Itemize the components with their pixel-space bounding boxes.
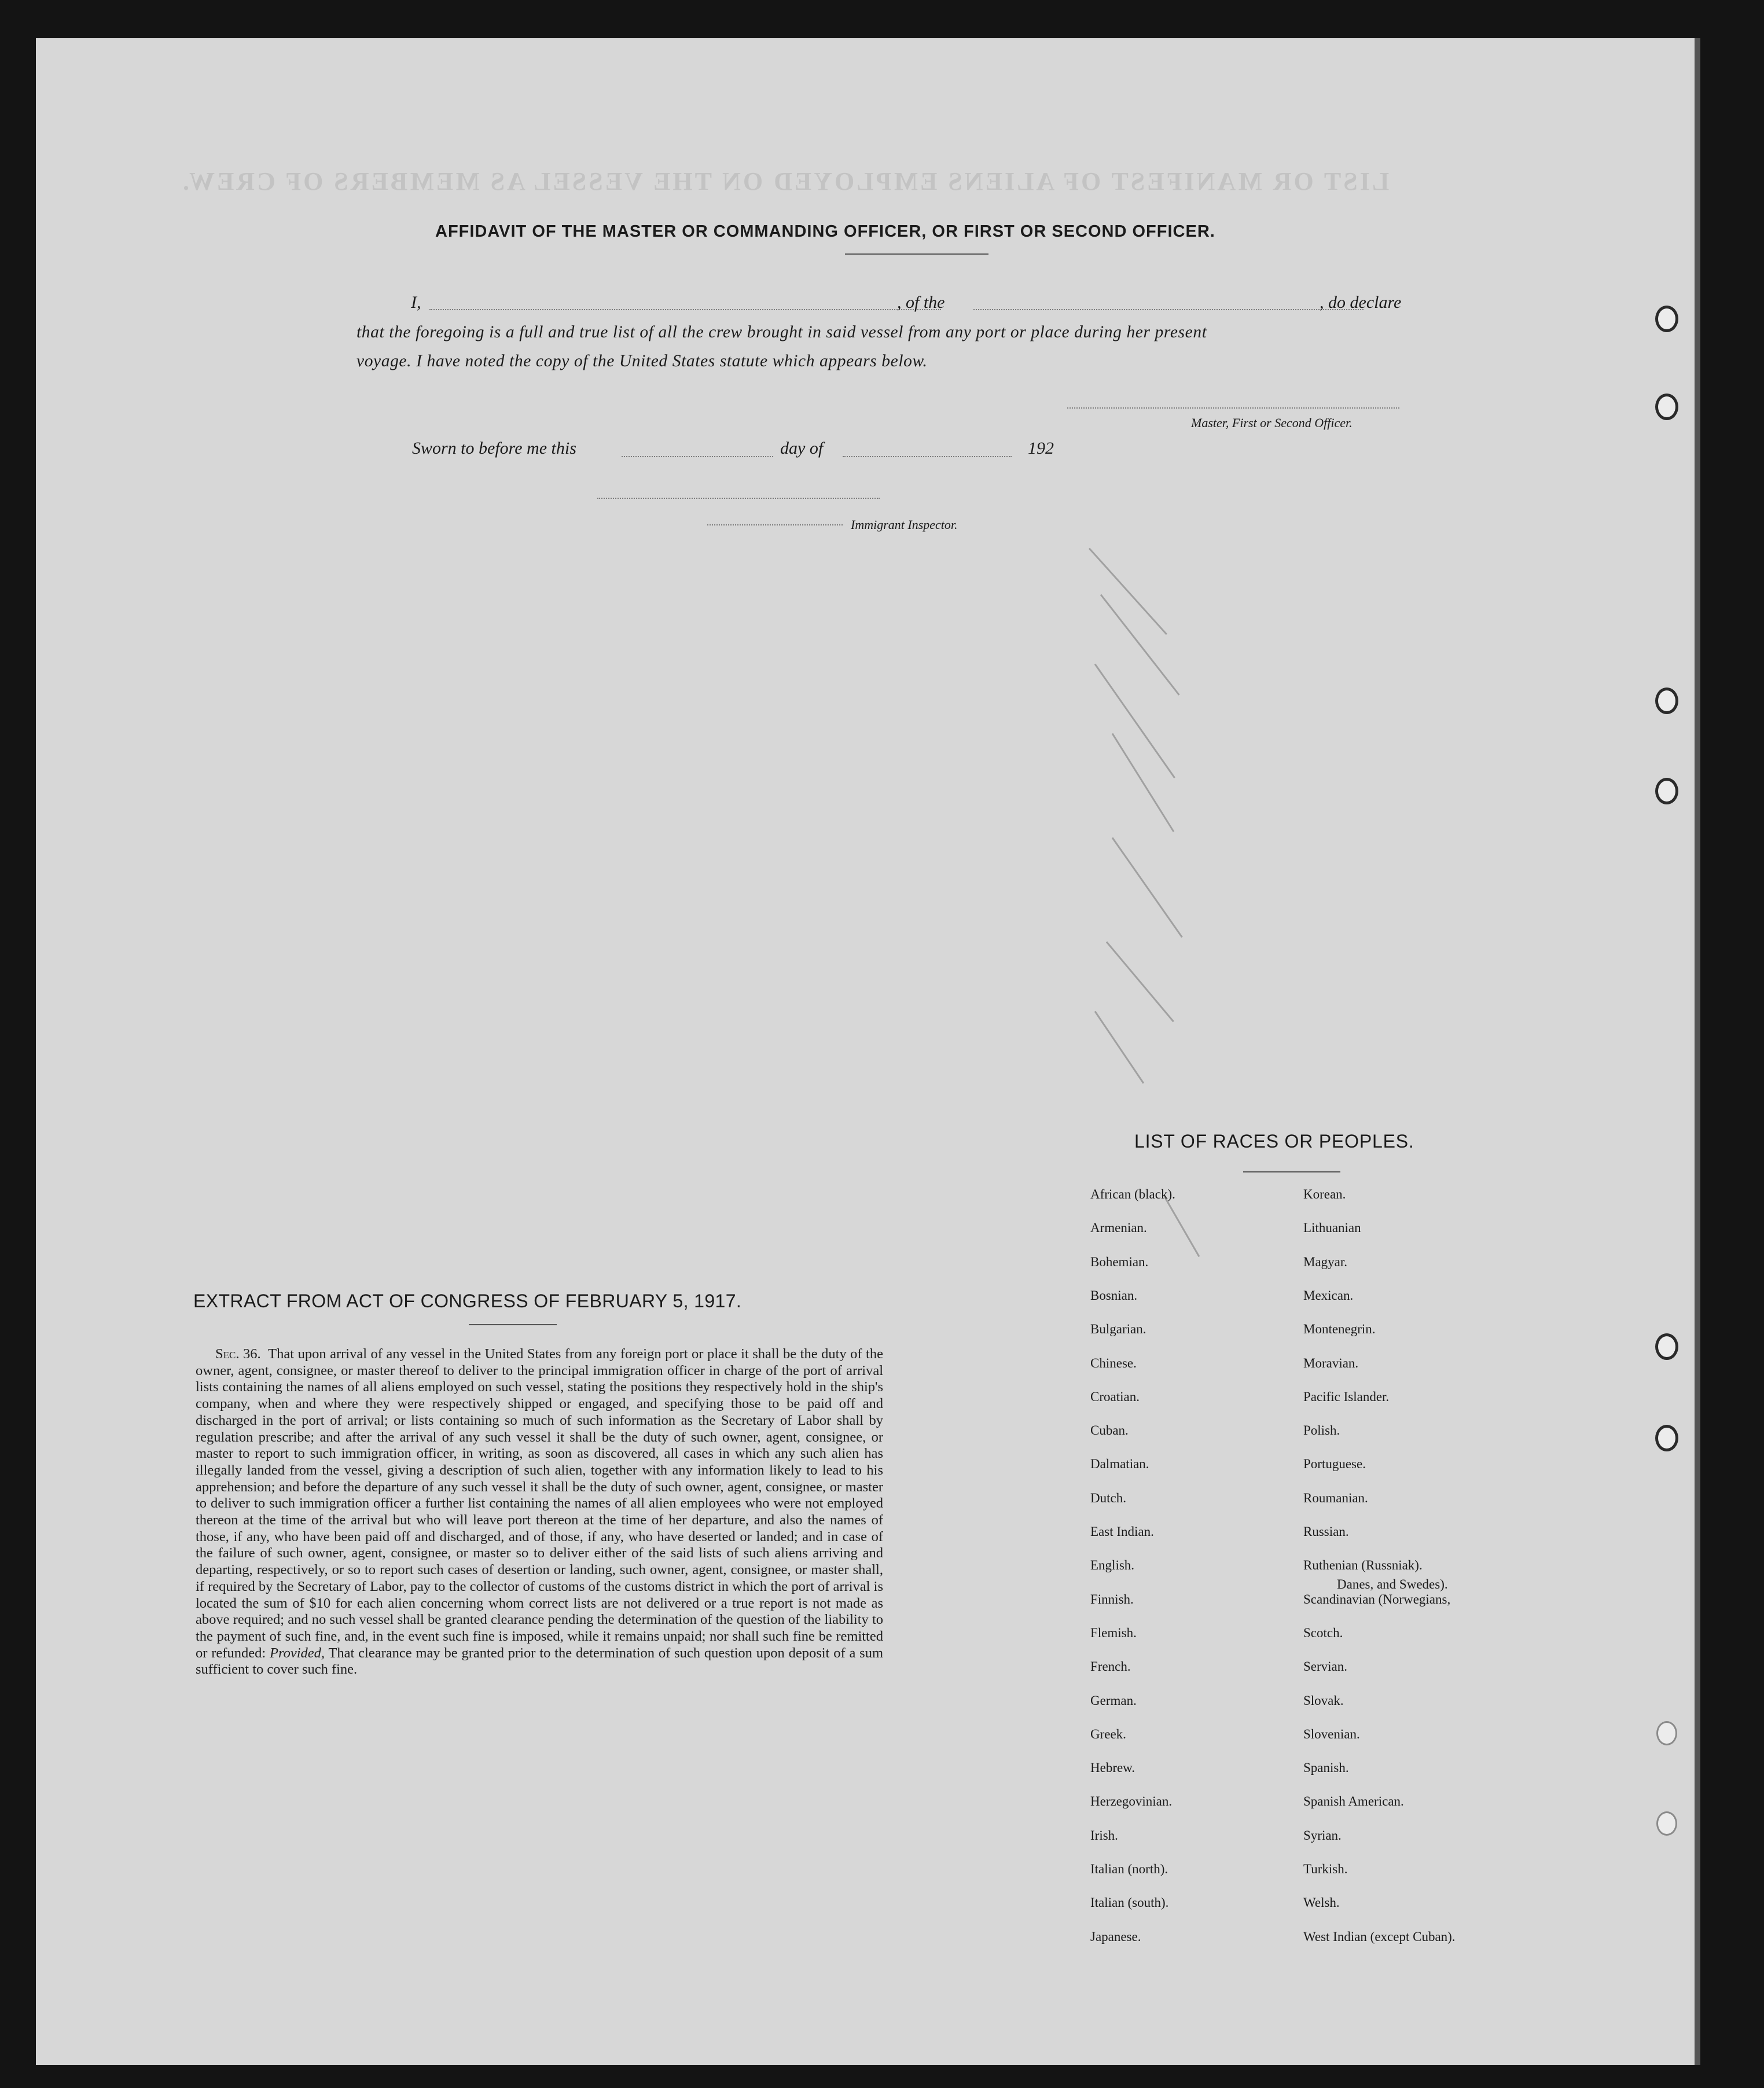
race-item: Slovak. — [1303, 1693, 1344, 1708]
race-item: Flemish. — [1090, 1626, 1137, 1640]
race-item: Finnish. — [1090, 1592, 1134, 1607]
inspector-name-field[interactable] — [707, 524, 843, 525]
race-item: Dalmatian. — [1090, 1457, 1149, 1471]
race-item: Russian. — [1303, 1524, 1349, 1539]
race-item: Pacific Islander. — [1303, 1389, 1390, 1404]
sworn-prefix: Sworn to before me this — [412, 439, 576, 458]
race-item: Bohemian. — [1090, 1255, 1149, 1269]
sworn-day-field[interactable] — [622, 456, 773, 457]
vessel-field[interactable] — [973, 309, 1364, 310]
race-item: Ruthenian (Russniak). — [1303, 1558, 1423, 1572]
section-label: Sec. 36. — [215, 1346, 261, 1362]
race-item: Irish. — [1090, 1828, 1118, 1843]
race-item: Roumanian. — [1303, 1491, 1368, 1505]
race-item: French. — [1090, 1659, 1131, 1674]
binder-hole — [1655, 394, 1678, 420]
race-item: Chinese. — [1090, 1356, 1137, 1370]
race-item: Cuban. — [1090, 1423, 1129, 1438]
race-item: Korean. — [1303, 1187, 1346, 1201]
sworn-year: 192 — [1028, 439, 1054, 458]
affidavit-i: I, — [411, 293, 421, 312]
affidavit-declare: , do declare — [1320, 293, 1402, 312]
race-item: Magyar. — [1303, 1255, 1348, 1269]
sworn-month-field[interactable] — [843, 456, 1012, 457]
race-item: East Indian. — [1090, 1524, 1154, 1539]
race-item: Welsh. — [1303, 1895, 1340, 1910]
race-item: Montenegrin. — [1303, 1322, 1376, 1336]
affidavit-line-3: voyage. I have noted the copy of the United States statute which appears below. — [357, 352, 928, 370]
race-item: Bulgarian. — [1090, 1322, 1146, 1336]
race-item: Dutch. — [1090, 1491, 1126, 1505]
binder-hole — [1656, 1811, 1677, 1836]
race-item: Scotch. — [1303, 1626, 1343, 1640]
statute-text — [196, 1346, 883, 1678]
race-item: West Indian (except Cuban). — [1303, 1929, 1456, 1944]
race-item: Herzegovinian. — [1090, 1794, 1173, 1808]
race-item: Slovenian. — [1303, 1727, 1360, 1741]
race-item: Scandinavian (Norwegians, — [1303, 1592, 1451, 1607]
race-item: English. — [1090, 1558, 1135, 1572]
race-item: Japanese. — [1090, 1929, 1141, 1944]
race-item: Lithuanian — [1303, 1221, 1361, 1235]
race-item: German. — [1090, 1693, 1137, 1708]
race-item: Moravian. — [1303, 1356, 1359, 1370]
race-item: Greek. — [1090, 1727, 1126, 1741]
binder-hole — [1655, 688, 1678, 714]
binder-hole — [1655, 1425, 1678, 1451]
race-item: African (black). — [1090, 1187, 1175, 1201]
race-item: Armenian. — [1090, 1221, 1147, 1235]
proviso-label: Provided, — [270, 1645, 325, 1661]
affidavit-title: AFFIDAVIT OF THE MASTER OR COMMANDING OFFICER, OR FIRST OR SECOND OFFICER. — [435, 222, 1215, 241]
race-item: Bosnian. — [1090, 1288, 1138, 1303]
race-item: Spanish American. — [1303, 1794, 1404, 1808]
race-item: Portuguese. — [1303, 1457, 1366, 1471]
extract-title: EXTRACT FROM ACT OF CONGRESS OF FEBRUARY 5, 1917. — [193, 1291, 742, 1311]
races-title-rule — [1243, 1171, 1340, 1172]
race-item: Mexican. — [1303, 1288, 1354, 1303]
race-item: Servian. — [1303, 1659, 1348, 1674]
inspector-caption: Immigrant Inspector. — [851, 517, 958, 532]
race-continuation: Danes, and Swedes). — [1337, 1577, 1448, 1591]
extract-title-rule — [469, 1324, 557, 1325]
statute-body-start: That upon arrival of any vessel in the United States from any foreign port or place it shall be the duty of the owner, agent, consignee, or master thereof to deliver to the principal immigration officer in charge of the port of arrival lists containing the names of all aliens employed on such vessel, stating the positions they respectively hold in the ship's company, when and where they were respectively shipped or engaged, and specifying those to be paid off and discharged in the port of arrival; or lists containing so much of such information as the Secretary of Labor shall by regulation prescribe; and after the arrival of any such vessel it shall be the duty of such owner, agent, consignee, or master to report to such immigration officer, in writing, as soon as discovered, all cases in which any such alien has illegally landed from the vessel, giving a description of such alien, together with any information likely to lead to his apprehension; and before the departure of any such vessel it shall be the duty of such owner, agent, consignee, or master to deliver to such immigration officer a further list containing the names of all alien employees who were not employed thereon at the time of the arrival but who will leave port thereon at the time of her departure, and also the names of those, if any, who have been paid off and discharged, and of those, if any, who have deserted or landed; and in case of the failure of such owner, agent, consignee, or master so to deliver either of the said lists of such aliens arriving and departing, respectively, or so to report such cases of desertion or landing, such owner, agent, consignee, or master shall, if required by the Secretary of Labor, pay to the collector of customs of the customs district in which the port of arrival is located the sum of $10 for each alien concerning whom correct lists are not delivered or a true report is not made as above required; and no such vessel shall be granted clearance pending the determination of the question of the liability to the payment of such fine, and, in the event such fine is imposed, while it remains unpaid; nor shall such fine be remitted or refunded: — [196, 1346, 883, 1661]
race-item: Italian (north). — [1090, 1862, 1168, 1876]
race-item: Croatian. — [1090, 1389, 1140, 1404]
sworn-day-of: day of — [780, 439, 824, 458]
race-item: Turkish. — [1303, 1862, 1348, 1876]
race-item: Hebrew. — [1090, 1760, 1135, 1775]
affidavit-title-rule — [845, 253, 988, 255]
binder-hole — [1655, 1333, 1678, 1360]
affidavit-of-the: , of the — [897, 293, 945, 312]
race-item: Syrian. — [1303, 1828, 1342, 1843]
race-item: Spanish. — [1303, 1760, 1349, 1775]
statute-body-end: That clearance may be granted prior to the determination of such question upon deposit of a sum sufficient to cover such fine. — [196, 1645, 884, 1678]
inspector-signature-field[interactable] — [597, 498, 880, 499]
binder-hole — [1655, 778, 1678, 804]
bleed-through-header: LIST OR MANIFEST OF ALIENS EMPLOYED ON THE VESSEL AS MEMBERS OF CREW. — [181, 167, 1390, 196]
binder-hole — [1656, 1721, 1677, 1745]
signature-field[interactable] — [1067, 407, 1399, 409]
page-edge — [1695, 38, 1700, 2065]
manifest-page — [36, 38, 1700, 2065]
binder-hole — [1655, 306, 1678, 332]
name-field[interactable] — [429, 309, 941, 310]
affidavit-line-2: that the foregoing is a full and true list of all the crew brought in said vessel from any port or place during her present — [357, 323, 1207, 341]
race-item: Italian (south). — [1090, 1895, 1169, 1910]
race-item: Polish. — [1303, 1423, 1340, 1438]
signature-caption: Master, First or Second Officer. — [1191, 416, 1353, 430]
races-title: LIST OF RACES OR PEOPLES. — [1134, 1131, 1414, 1152]
